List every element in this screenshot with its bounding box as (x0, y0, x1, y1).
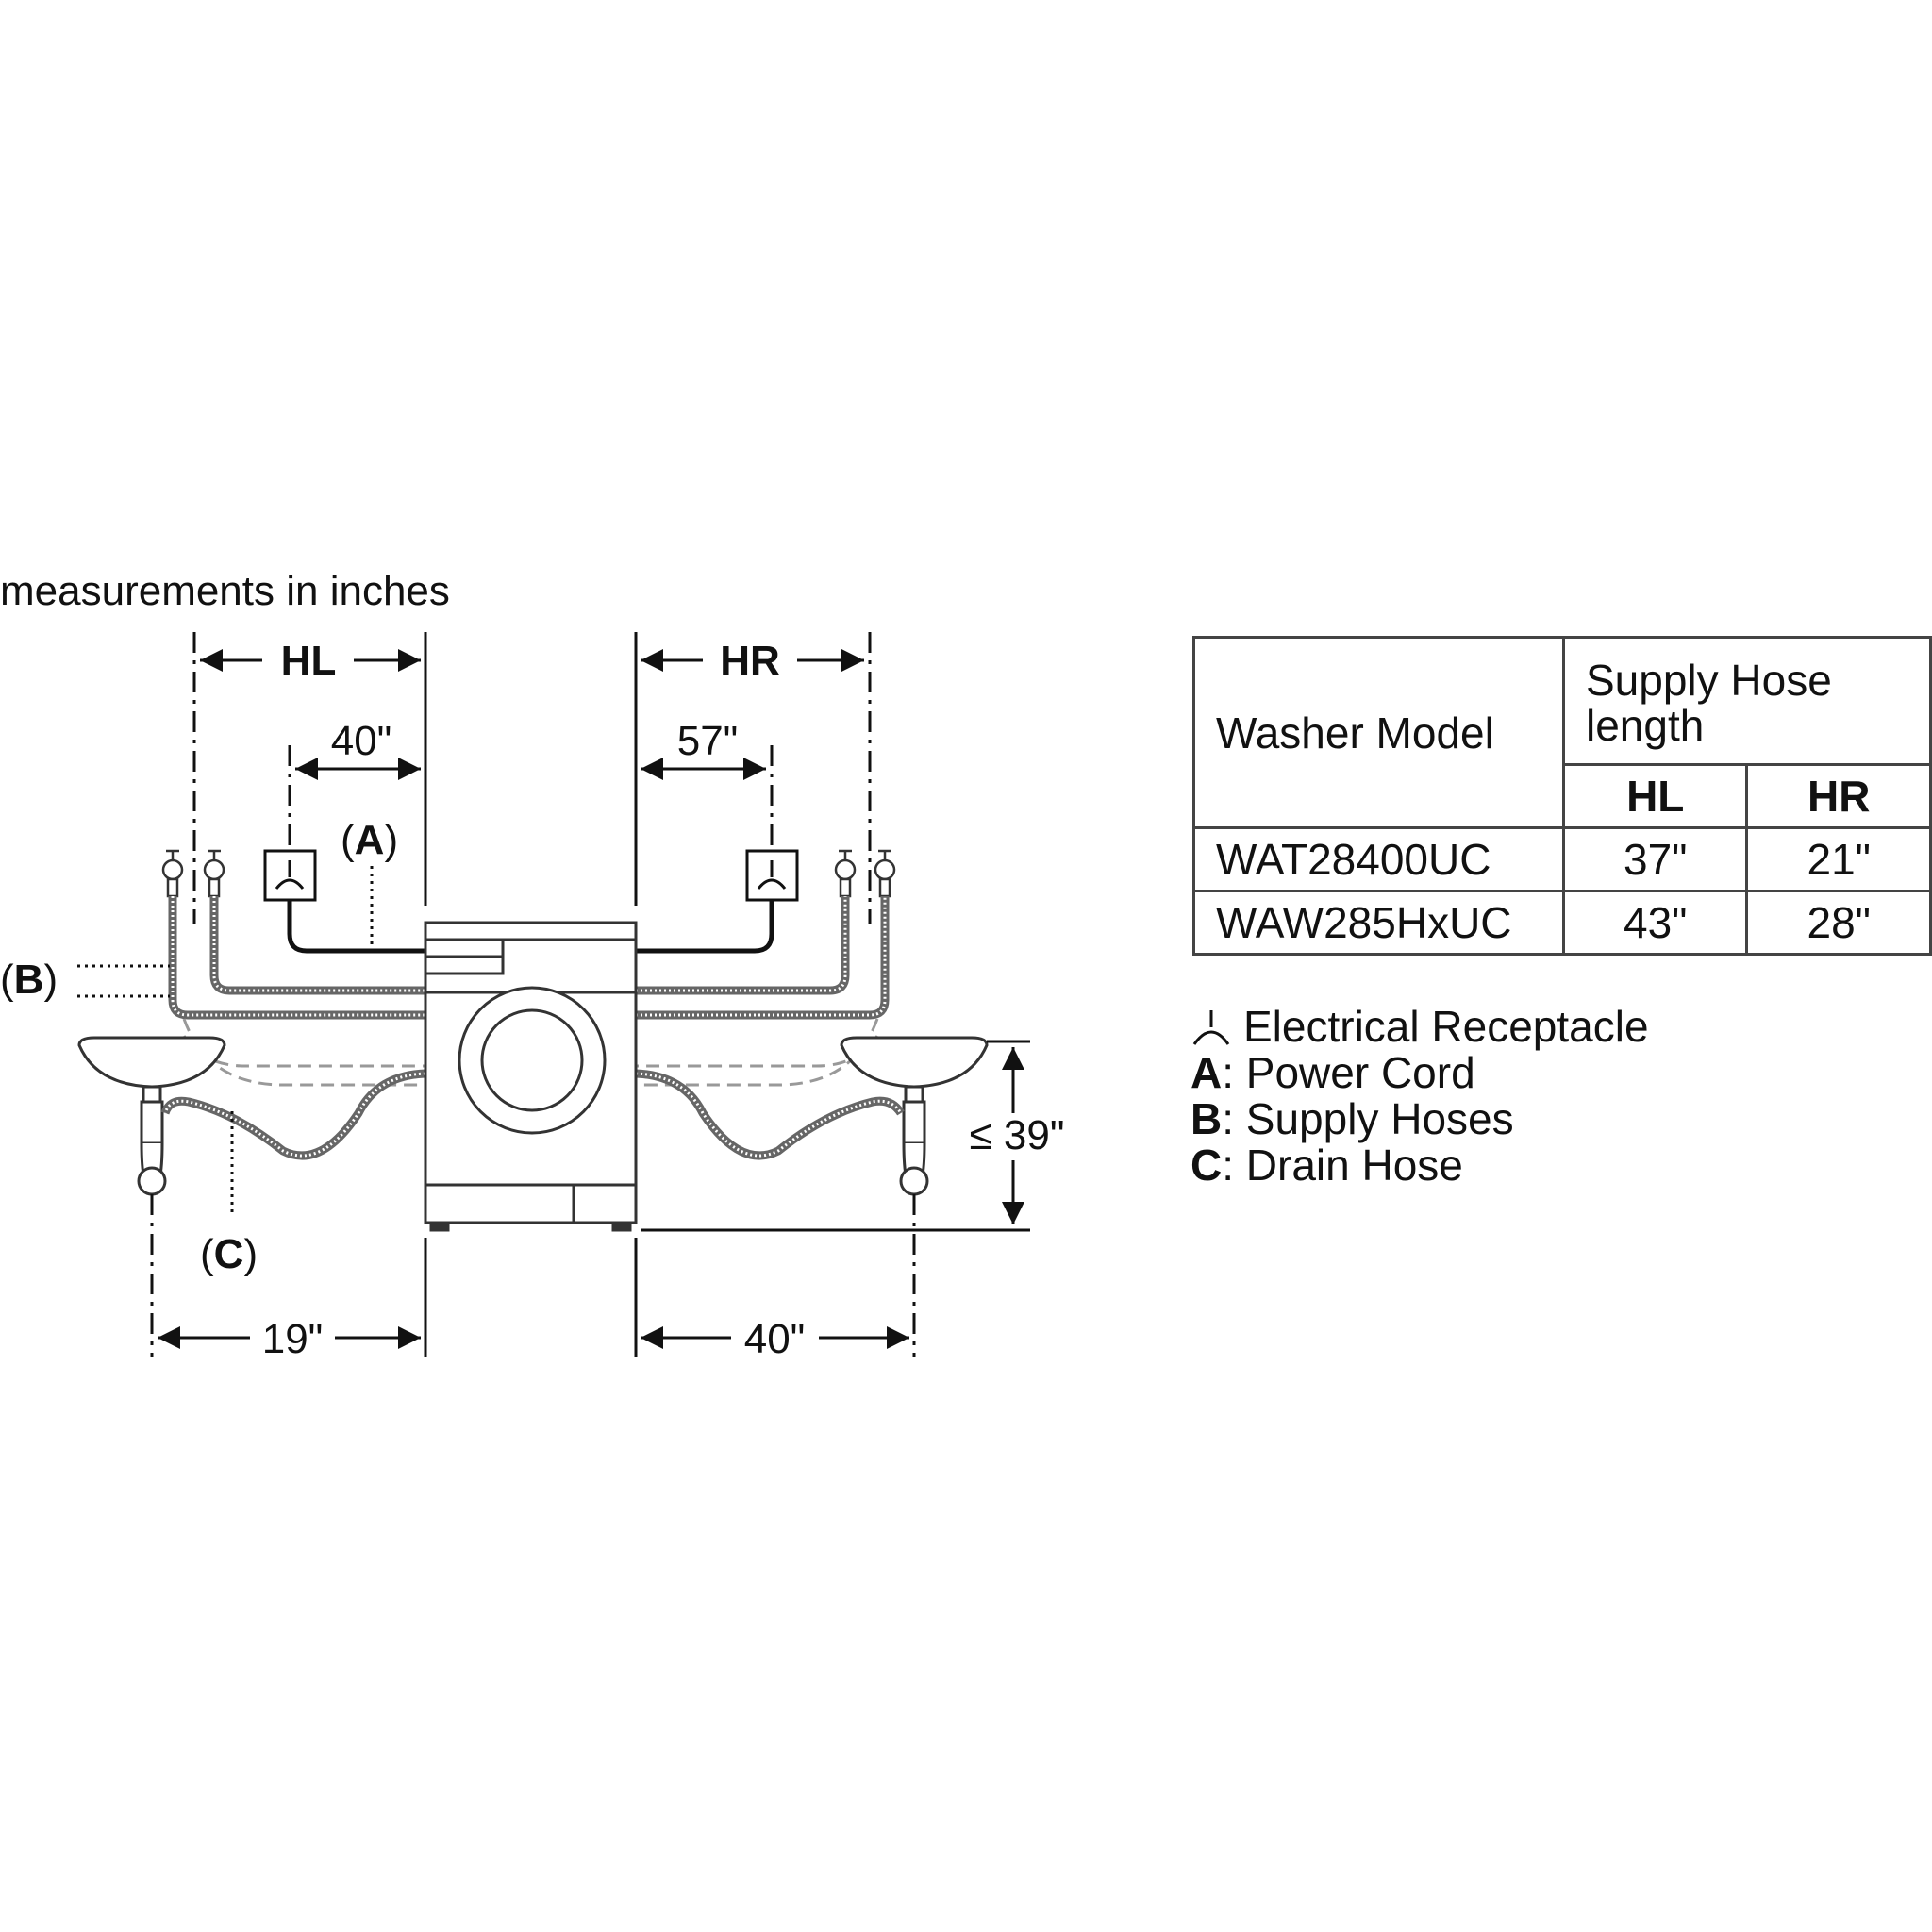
height-label: ≤ 39" (969, 1112, 1065, 1158)
legend-c-text: : Drain Hose (1222, 1141, 1463, 1190)
legend-receptacle-text: Electrical Receptacle (1243, 1002, 1649, 1051)
supply-head-line2: length (1586, 701, 1705, 750)
left-drain-label: 19" (261, 1316, 324, 1362)
hl-label: HL (280, 638, 337, 684)
callout-a: (A) (341, 817, 399, 863)
legend-c (1191, 1142, 1649, 1189)
supply-hose-left (173, 896, 425, 1015)
cell-model: WAT28400UC (1194, 828, 1564, 891)
callout-b-leader (77, 966, 170, 996)
hr-label: HR (720, 638, 780, 684)
cell-hr: 28" (1747, 891, 1931, 955)
col-supply-hose-length (1564, 638, 1931, 765)
left-cord-label: 40" (330, 718, 392, 764)
table-header-row (1194, 638, 1931, 765)
sink-icon (79, 1038, 225, 1194)
supply-head-line1: Supply Hose (1586, 656, 1832, 705)
sink-icon (841, 1038, 987, 1194)
power-cord-left (290, 900, 425, 951)
col-hl: HL (1564, 765, 1747, 828)
electrical-receptacle-icon (747, 851, 797, 900)
legend-b-text: : Supply Hoses (1222, 1094, 1514, 1143)
legend-a-key: A (1191, 1048, 1223, 1097)
legend-c-key: C (1191, 1141, 1223, 1190)
legend-receptacle (1191, 1004, 1649, 1050)
legend-b-key: B (1191, 1094, 1223, 1143)
electrical-receptacle-icon (1191, 1007, 1232, 1048)
col-hr: HR (1747, 765, 1931, 828)
table-row (1194, 891, 1931, 955)
cell-hl: 37" (1564, 828, 1747, 891)
right-drain-label: 40" (743, 1316, 806, 1362)
legend-b (1191, 1096, 1649, 1142)
cell-hr: 21" (1747, 828, 1931, 891)
right-cord-label: 57" (676, 718, 739, 764)
measurement-note: measurements in inches (0, 568, 450, 614)
cell-hl: 43" (1564, 891, 1747, 955)
supply-hose-right (636, 896, 885, 1015)
supply-hose-table-wrap (1192, 636, 1932, 956)
callout-b: (B) (0, 957, 58, 1003)
legend (1191, 1004, 1649, 1189)
callout-c: (C) (200, 1231, 258, 1277)
table-row (1194, 828, 1931, 891)
supply-hose-table (1192, 636, 1932, 956)
electrical-receptacle-icon (265, 851, 315, 900)
faucet-icon (836, 851, 894, 896)
cell-model: WAW285HxUC (1194, 891, 1564, 955)
col-washer-model: Washer Model (1194, 638, 1564, 828)
legend-a (1191, 1050, 1649, 1096)
washer-icon (425, 923, 636, 1230)
power-cord-right (636, 900, 772, 951)
legend-a-text: : Power Cord (1222, 1048, 1475, 1097)
